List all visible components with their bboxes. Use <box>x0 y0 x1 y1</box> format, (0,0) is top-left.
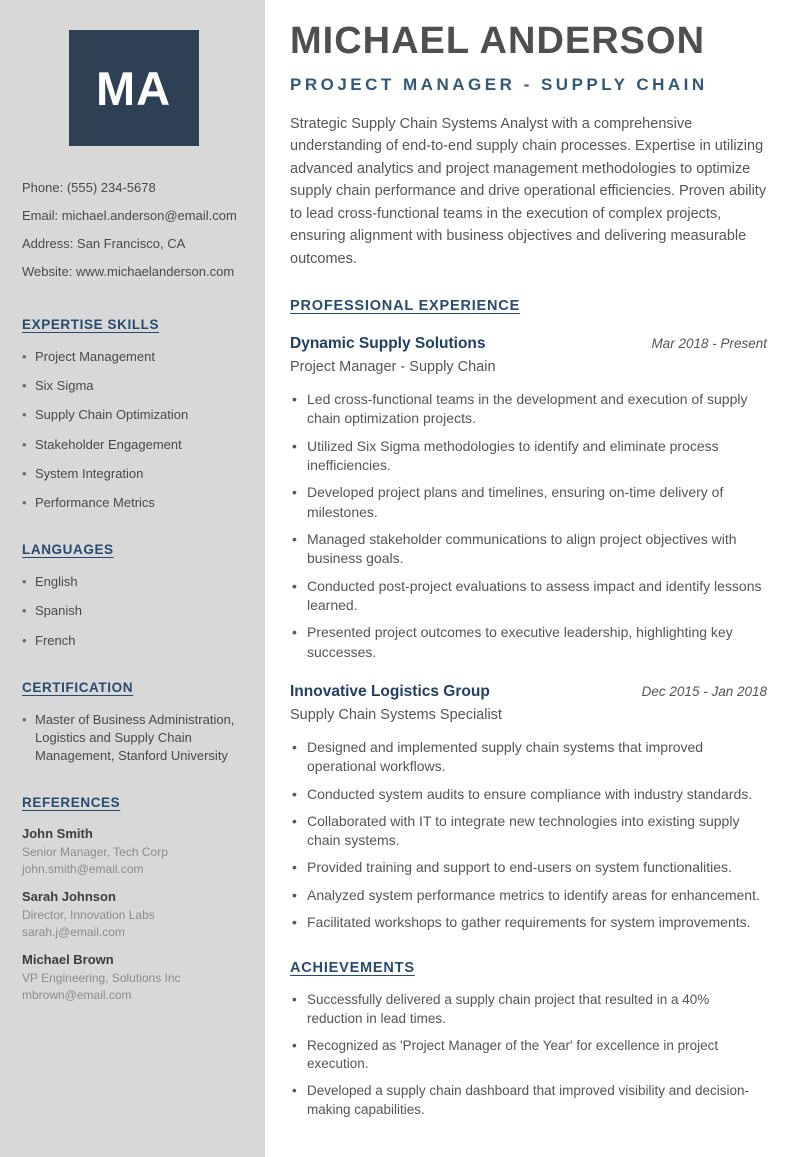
person-name: MICHAEL ANDERSON <box>290 20 706 62</box>
experience-bullet: • Developed project plans and timelines, ensuring on-time delivery of milestones. <box>290 483 767 522</box>
skill-item: • Six Sigma <box>22 377 245 395</box>
skill-item: • Performance Metrics <box>22 494 245 512</box>
experience-entry <box>290 683 767 933</box>
sidebar <box>0 0 265 1157</box>
experience-bullet: • Analyzed system performance metrics to identify areas for enhancement. <box>290 886 767 905</box>
company-name: Innovative Logistics Group <box>290 682 490 700</box>
job-dates: Mar 2018 - Present <box>651 336 767 352</box>
sidebar-heading-references: REFERENCES <box>22 795 121 811</box>
reference-entry <box>22 952 245 1002</box>
references-list <box>22 826 245 1002</box>
skills-list <box>22 348 245 512</box>
section-heading-experience: PROFESSIONAL EXPERIENCE <box>290 298 521 315</box>
section-heading-achievements: ACHIEVEMENTS <box>290 960 415 977</box>
experience-bullet: • Conducted post-project evaluations to assess impact and identify lessons learned. <box>290 577 767 616</box>
reference-name: Sarah Johnson <box>22 889 116 905</box>
contact-address: Address: San Francisco, CA <box>22 236 186 251</box>
job-header <box>290 335 767 353</box>
reference-name: John Smith <box>22 826 93 842</box>
experience-bullet: • Presented project outcomes to executive leadership, highlighting key successes. <box>290 623 767 662</box>
reference-title: Director, Innovation Labs <box>22 908 155 923</box>
skill-item: • Project Management <box>22 348 245 366</box>
experience-bullet: • Managed stakeholder communications to align project objectives with business goals. <box>290 530 767 569</box>
language-item: • French <box>22 632 245 650</box>
job-bullets <box>290 738 767 933</box>
experience-bullet: • Conducted system audits to ensure compliance with industry standards. <box>290 785 767 804</box>
experience-bullet: • Provided training and support to end-users on system functionalities. <box>290 858 767 877</box>
skill-item: • Supply Chain Optimization <box>22 406 245 424</box>
contact-website: Website: www.michaelanderson.com <box>22 264 235 279</box>
language-item: • Spanish <box>22 602 245 620</box>
achievements-list <box>290 991 767 1119</box>
contact-phone: Phone: (555) 234-5678 <box>22 180 156 195</box>
reference-email: sarah.j@email.com <box>22 925 125 940</box>
reference-title: VP Engineering, Solutions Inc <box>22 971 181 986</box>
reference-email: john.smith@email.com <box>22 862 144 877</box>
job-bullets <box>290 390 767 662</box>
main-content <box>265 0 800 1157</box>
experience-bullet: • Designed and implemented supply chain systems that improved operational workflows. <box>290 738 767 777</box>
reference-email: mbrown@email.com <box>22 988 132 1003</box>
contact-email: Email: michael.anderson@email.com <box>22 208 237 223</box>
languages-list <box>22 573 245 650</box>
job-header <box>290 683 767 701</box>
contact-info <box>22 180 245 279</box>
job-role: Project Manager - Supply Chain <box>290 359 496 376</box>
company-name: Dynamic Supply Solutions <box>290 335 486 353</box>
avatar <box>69 30 199 146</box>
person-job-title: PROJECT MANAGER - SUPPLY CHAIN <box>290 74 708 94</box>
experience-entry <box>290 335 767 662</box>
reference-name: Michael Brown <box>22 952 114 968</box>
skill-item: • System Integration <box>22 465 245 483</box>
job-dates: Dec 2015 - Jan 2018 <box>641 683 767 699</box>
certification-list <box>22 711 245 766</box>
sidebar-heading-languages: LANGUAGES <box>22 542 114 558</box>
language-item: • English <box>22 573 245 591</box>
job-role: Supply Chain Systems Specialist <box>290 706 502 723</box>
skill-item: • Stakeholder Engagement <box>22 436 245 454</box>
reference-entry <box>22 826 245 876</box>
reference-title: Senior Manager, Tech Corp <box>22 845 168 860</box>
experience-bullet: • Utilized Six Sigma methodologies to identify and eliminate process inefficiencies. <box>290 437 767 476</box>
avatar-initials: MA <box>95 61 172 115</box>
sidebar-heading-skills: EXPERTISE SKILLS <box>22 317 160 332</box>
experience-bullet: • Facilitated workshops to gather requirements for system improvements. <box>290 913 767 932</box>
achievement-item: • Recognized as 'Project Manager of the Year' for excellence in project execution. <box>290 1037 767 1074</box>
experience-bullet: • Collaborated with IT to integrate new technologies into existing supply chain systems. <box>290 812 767 851</box>
achievement-item: • Developed a supply chain dashboard that improved visibility and decision-making capabilities. <box>290 1082 767 1119</box>
achievement-item: • Successfully delivered a supply chain project that resulted in a 40% reduction in lead times. <box>290 991 767 1028</box>
reference-entry <box>22 889 245 939</box>
sidebar-heading-certification: CERTIFICATION <box>22 679 134 695</box>
profile-summary: Strategic Supply Chain Systems Analyst with a comprehensive understanding of end-to-end supply chain processes. Expertise in utilizing advanced analytics and project management methodologies to optimize supply chain performance and drive operational efficiencies. Proven ability to lead cross-functional teams in the execution of complex projects, ensuring alignment with business objectives and delivering measurable outcomes. <box>290 115 767 267</box>
certification-item: • Master of Business Administration, Logistics and Supply Chain Management, Stanford University <box>22 711 245 766</box>
experience-bullet: • Led cross-functional teams in the development and execution of supply chain optimization projects. <box>290 390 767 429</box>
